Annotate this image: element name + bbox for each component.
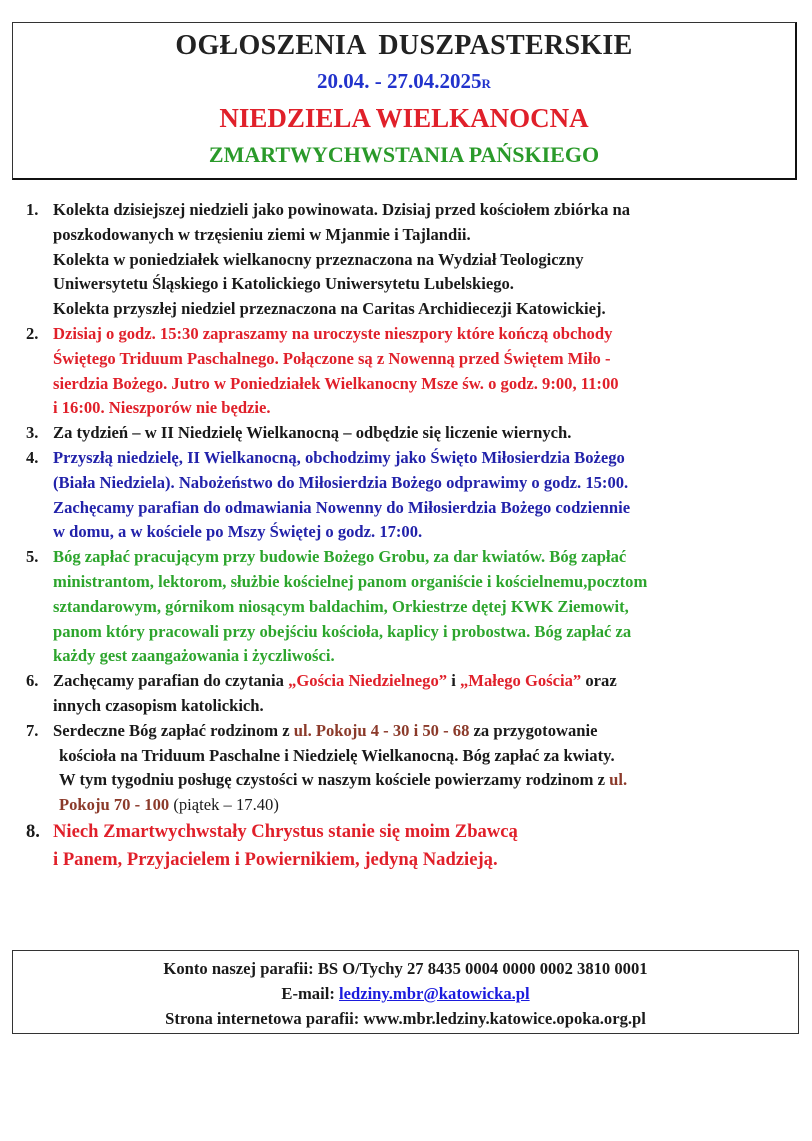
announcement-line: i Panem, Przyjacielem i Powiernikiem, jedyną Nadzieją. <box>53 848 498 870</box>
date-range-text: 20.04. - 27.04.2025 <box>317 69 482 93</box>
text-segment: oraz <box>581 671 617 691</box>
announcement-number: 4. <box>26 447 39 467</box>
announcement-line: Dzisiaj o godz. 15:30 zapraszamy na uroczyste nieszpory które kończą obchody <box>53 323 613 343</box>
announcement-6 <box>26 669 796 719</box>
announcement-line <box>53 768 796 793</box>
announcement-2 <box>26 322 796 421</box>
announcement-line: innych czasopism katolickich. <box>53 695 264 715</box>
announcement-line: Kolekta w poniedziałek wielkanocny przeznaczona na Wydział Teologiczny <box>53 249 584 269</box>
announcement-number: 6. <box>26 671 39 691</box>
announcement-number: 2. <box>26 323 39 343</box>
announcement-line <box>53 719 796 744</box>
date-range-suffix: R <box>481 76 491 91</box>
cleaning-time: (piątek – 17.40) <box>169 795 279 815</box>
announcement-line: sierdzia Bożego. Jutro w Poniedziałek Wielkanocny Msze św. o godz. 9:00, 11:00 <box>53 373 619 393</box>
date-range <box>13 69 795 94</box>
magazine-title: „Małego Gościa” <box>460 671 582 691</box>
text-segment: za przygotowanie <box>469 720 598 740</box>
announcement-number: 5. <box>26 547 39 567</box>
street-range: ul. <box>609 770 628 790</box>
announcement-line: Kolekta przyszłej niedziel przeznaczona na Caritas Archidiecezji Katowickiej. <box>53 299 606 319</box>
announcement-line: Zachęcamy parafian do odmawiania Nowenny do Miłosierdzia Bożego codziennie <box>53 497 631 517</box>
website-line: Strona internetowa parafii: www.mbr.ledziny.katowice.opoka.org.pl <box>165 1009 646 1028</box>
email-link[interactable]: ledziny.mbr@katowicka.pl <box>339 984 530 1003</box>
street-range: ul. Pokoju 4 - 30 i 50 - 68 <box>293 720 470 740</box>
bank-account: Konto naszej parafii: BS O/Tychy 27 8435 0004 0000 0002 3810 0001 <box>163 959 648 978</box>
announcement-3 <box>26 421 796 446</box>
announcement-line: Bóg zapłać pracującym przy budowie Bożego Grobu, za dar kwiatów. Bóg zapłać <box>53 547 627 567</box>
announcement-line <box>53 669 796 694</box>
announcement-line: ministrantom, lektorom, służbie kościelnej panom organiście i kościelnemu,pocztom <box>53 571 648 591</box>
announcement-line: (Biała Niedziela). Nabożeństwo do Miłosierdzia Bożego odprawimy o godz. 15:00. <box>53 472 629 492</box>
announcement-7 <box>26 719 796 818</box>
announcement-line: sztandarowym, górnikom niosącym baldachim, Orkiestrze dętej KWK Ziemowit, <box>53 596 629 616</box>
announcement-line: i 16:00. Nieszporów nie będzie. <box>53 398 271 418</box>
announcement-line: Za tydzień – w II Niedzielę Wielkanocną – odbędzie się liczenie wiernych. <box>53 423 572 443</box>
announcement-1 <box>26 198 796 322</box>
feast-title: NIEDZIELA WIELKANOCNA <box>219 103 589 133</box>
announcement-line <box>53 793 796 818</box>
announcements-list <box>26 198 796 874</box>
announcement-8 <box>26 818 796 874</box>
header-box <box>12 22 797 180</box>
announcement-line: kościoła na Triduum Paschalne i Niedzielę Wielkanocną. Bóg zapłać za kwiaty. <box>59 745 615 765</box>
announcement-5 <box>26 545 796 669</box>
announcement-number: 8. <box>26 820 40 842</box>
announcement-line: Kolekta dzisiejszej niedzieli jako powinowata. Dzisiaj przed kościołem zbiórka na <box>53 200 631 219</box>
email-line <box>13 981 798 1006</box>
text-segment: i <box>447 671 460 691</box>
street-range: Pokoju 70 - 100 <box>59 795 170 815</box>
announcement-number: 7. <box>26 720 39 740</box>
announcement-line: Niech Zmartwychwstały Chrystus stanie się moim Zbawcą <box>53 820 518 842</box>
announcement-line: Świętego Triduum Paschalnego. Połączone są z Nowenną przed Świętem Miło - <box>53 348 611 368</box>
announcement-line: Uniwersytetu Śląskiego i Katolickiego Uniwersytetu Lubelskiego. <box>53 274 514 294</box>
page-title: OGŁOSZENIA DUSZPASTERSKIE <box>175 30 633 61</box>
feast-subtitle: ZMARTWYCHWSTANIA PAŃSKIEGO <box>208 142 600 167</box>
announcement-number: 1. <box>26 200 39 219</box>
announcement-line: panom który pracowali przy obejściu kościoła, kaplicy i probostwa. Bóg zapłać za <box>53 621 632 641</box>
text-segment: Serdeczne Bóg zapłać rodzinom z <box>53 720 294 740</box>
announcement-line: każdy gest zaangażowania i życzliwości. <box>53 646 335 666</box>
text-segment: W tym tygodniu posługę czystości w naszym kościele powierzamy rodzinom z <box>59 770 610 790</box>
announcement-line: poszkodowanych w trzęsieniu ziemi w Mjanmie i Tajlandii. <box>53 224 471 244</box>
magazine-title: „Gościa Niedzielnego” <box>288 671 448 691</box>
announcement-4 <box>26 446 796 545</box>
announcement-number: 3. <box>26 423 39 443</box>
email-label: E-mail: <box>281 984 339 1003</box>
text-segment: Zachęcamy parafian do czytania <box>53 671 289 691</box>
announcement-line: Przyszłą niedzielę, II Wielkanocną, obchodzimy jako Święto Miłosierdzia Bożego <box>53 447 625 467</box>
announcement-line: w domu, a w kościele po Mszy Świętej o godz. 17:00. <box>53 522 423 542</box>
footer-box <box>12 950 799 1034</box>
